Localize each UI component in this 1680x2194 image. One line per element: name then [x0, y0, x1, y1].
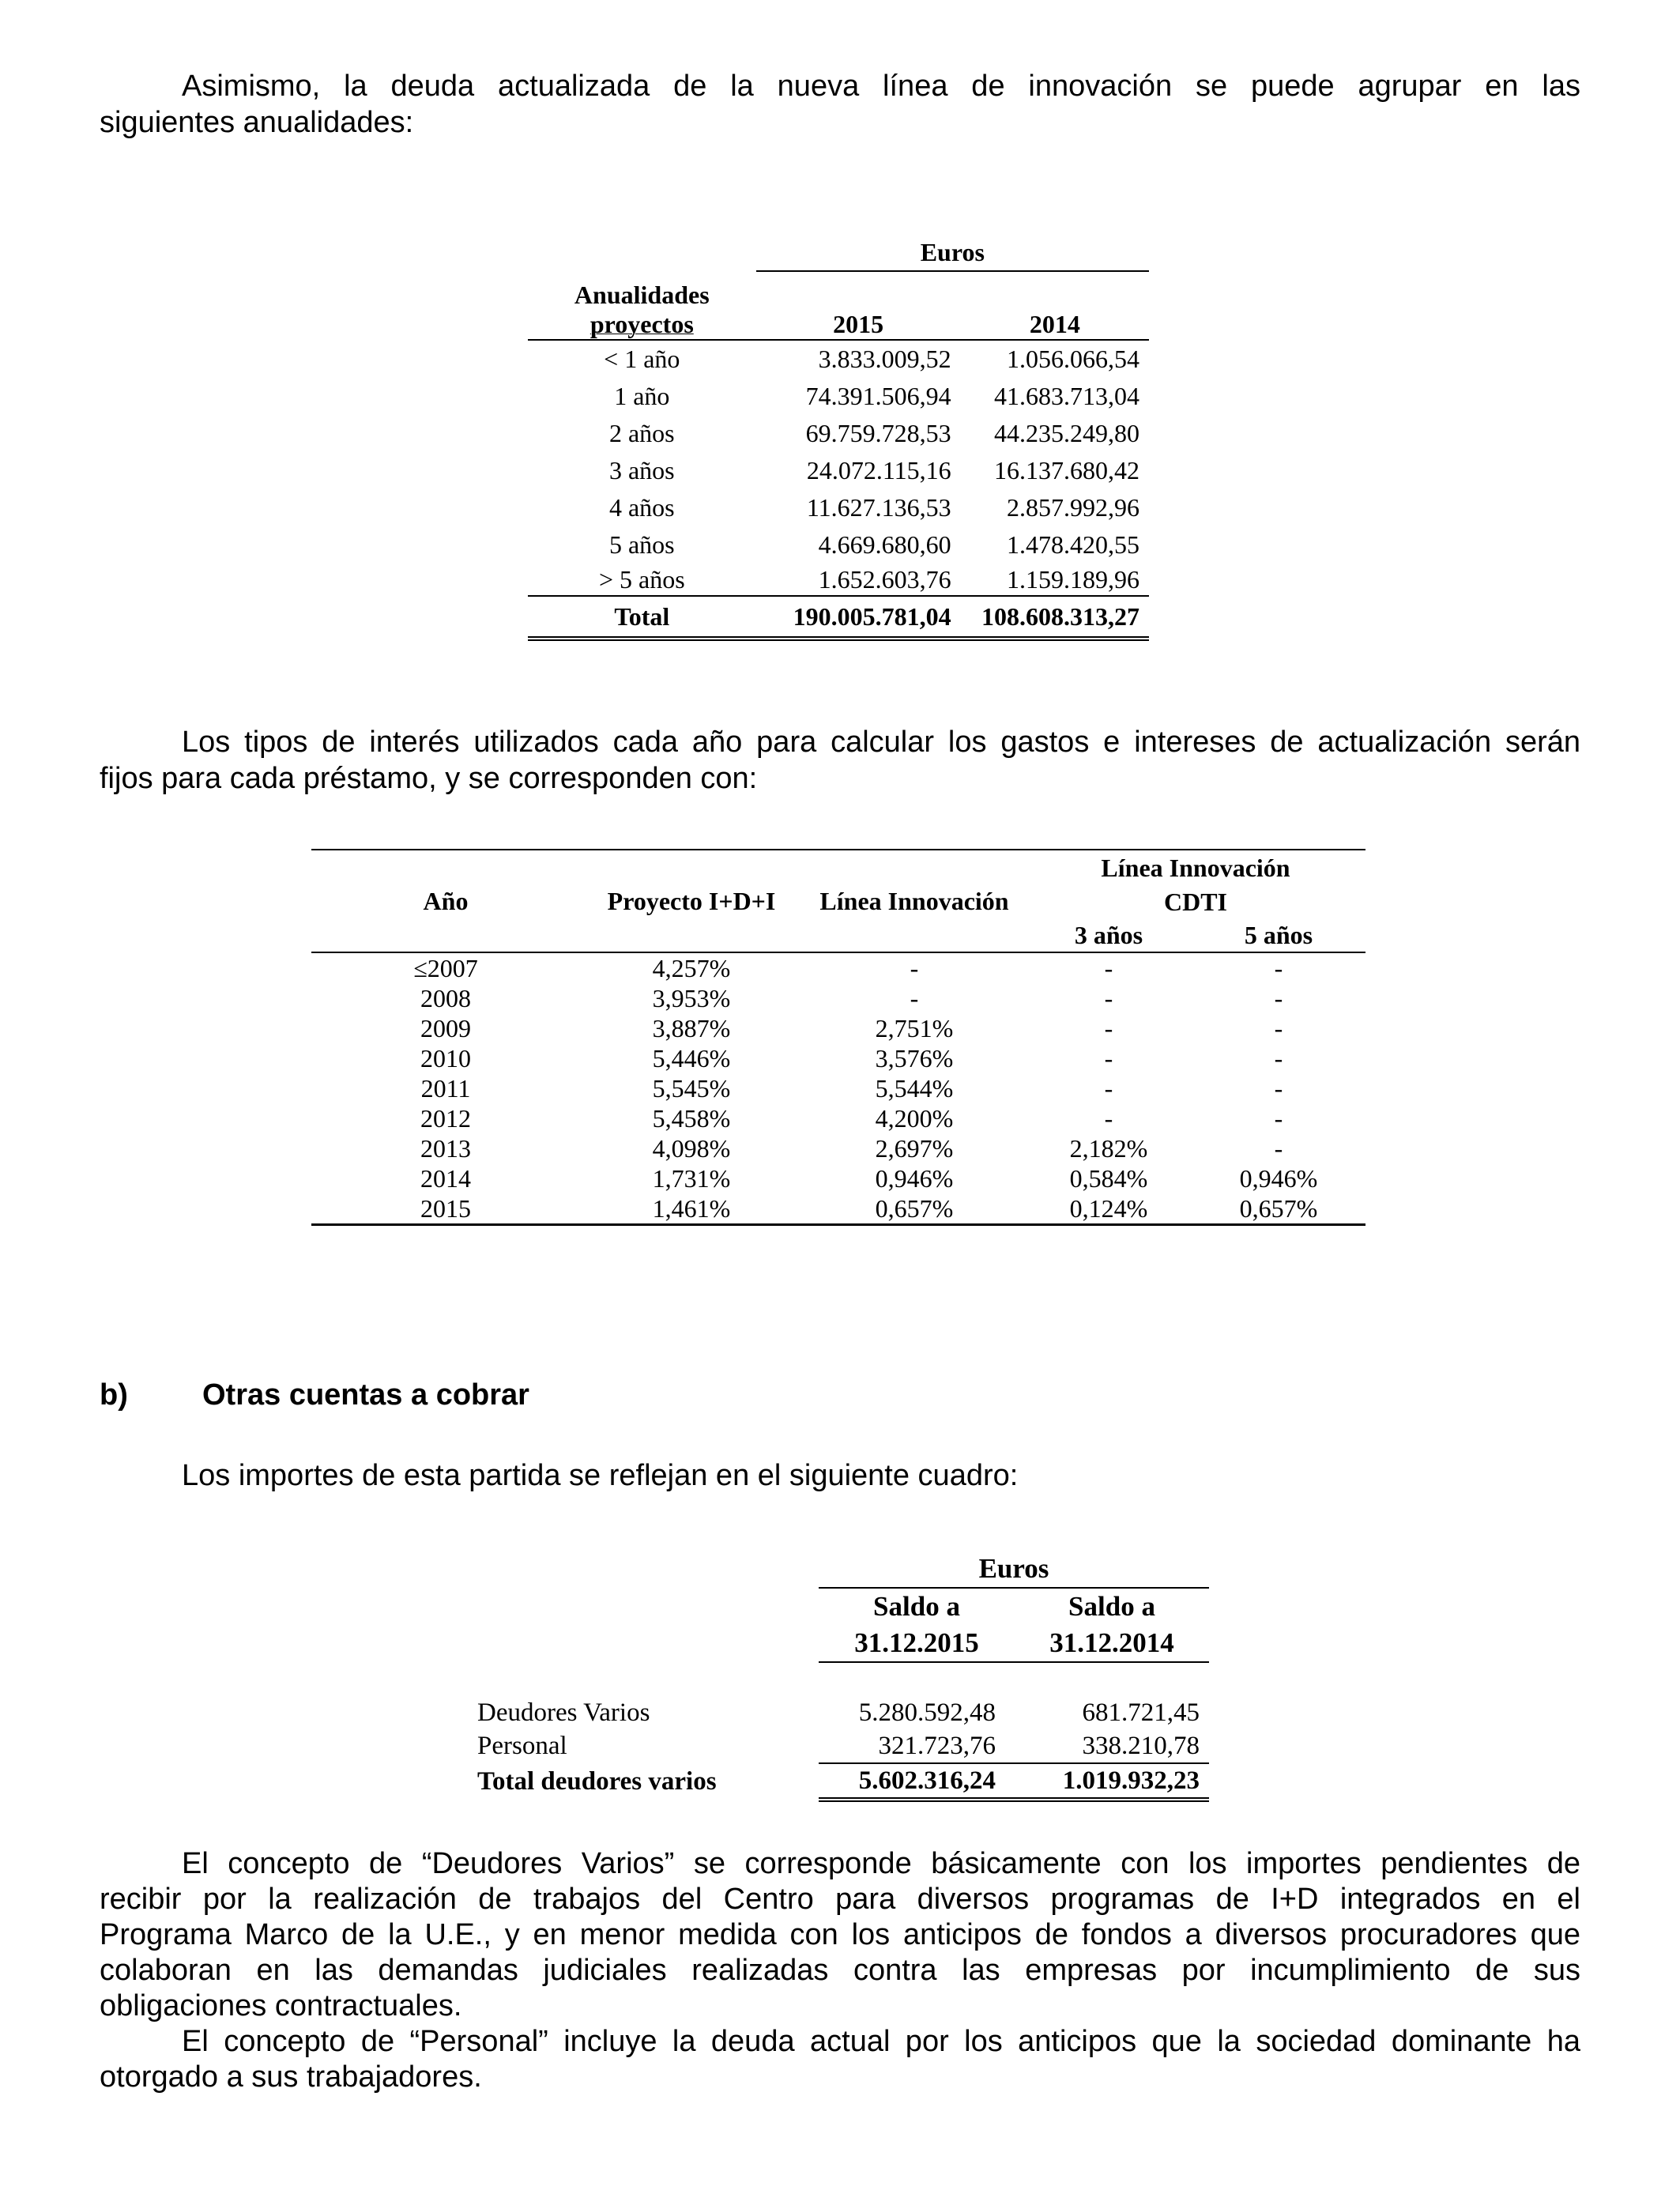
- text-line: otorgado a sus trabajadores.: [100, 2060, 482, 2094]
- table-row: 2008 3,953% - - -: [420, 984, 1283, 1012]
- euros-group-header: Euros: [756, 234, 1149, 271]
- proyecto-header: Proyecto I+D+I: [607, 887, 776, 915]
- table-row: 2015 1,461% 0,657% 0,124% 0,657%: [311, 1193, 1365, 1225]
- receivables-table: [477, 1551, 1209, 1802]
- annuities-header-line2: proyectos: [590, 310, 694, 338]
- table-row: Personal 321.723,76 338.210,78: [477, 1731, 1200, 1760]
- interest-rates-table: [311, 849, 1365, 1226]
- table-row: 4 años 11.627.136,53 2.857.992,96: [608, 493, 1139, 522]
- text-line: Los tipos de interés utilizados cada año para calcular los gastos e intereses de actualización serán: [182, 726, 1580, 759]
- annuities-table: [528, 234, 1149, 641]
- table-row: 2014 1,731% 0,946% 0,584% 0,946%: [420, 1164, 1318, 1193]
- table-row: 1 año 74.391.506,94 41.683.713,04: [614, 382, 1139, 410]
- cdti-header-line1: Línea Innovación: [1101, 854, 1290, 882]
- balance-2014-header-line1: Saldo a: [1068, 1591, 1155, 1622]
- table-row: 2012 5,458% 4,200% - -: [420, 1104, 1283, 1133]
- balance-2014-header-line2: 31.12.2014: [1015, 1625, 1209, 1662]
- table-row: Deudores Varios 5.280.592,48 681.721,45: [477, 1698, 1200, 1727]
- balance-2015-header-line2: 31.12.2015: [819, 1625, 1015, 1662]
- table-row: 2009 3,887% 2,751% - -: [420, 1014, 1283, 1042]
- table-row: 3 años 24.072.115,16 16.137.680,42: [608, 456, 1139, 484]
- section-title: Otras cuentas a cobrar: [202, 1378, 529, 1412]
- concepts-paragraph: [100, 1846, 1580, 2095]
- five-years-header: 5 años: [1244, 921, 1313, 949]
- total-row: Total deudores varios 5.602.316,24 1.019.932,23: [477, 1763, 1209, 1800]
- text-line: Los importes de esta partida se reflejan en el siguiente cuadro:: [182, 1459, 1019, 1492]
- text-line: El concepto de “Personal” incluye la deuda actual por los anticipos que la sociedad dominante ha: [182, 2025, 1580, 2058]
- three-years-header: 3 años: [1074, 921, 1143, 949]
- text-line: El concepto de “Deudores Varios” se corresponde básicamente con los importes pendientes de: [182, 1847, 1580, 1880]
- table-row: 2 años 69.759.728,53 44.235.249,80: [608, 419, 1139, 447]
- cdti-header-line2: CDTI: [1163, 888, 1227, 916]
- text-line: Asimismo, la deuda actualizada de la nueva línea de innovación se puede agrupar en las: [182, 70, 1580, 103]
- table-row: ≤2007 4,257% - - -: [413, 954, 1283, 982]
- euros-group-header: Euros: [819, 1551, 1209, 1588]
- text-line: siguientes anualidades:: [100, 106, 414, 139]
- amounts-paragraph: [100, 1457, 1580, 1494]
- text-line: obligaciones contractuales.: [100, 1989, 462, 2022]
- total-row: Total 190.005.781,04 108.608.313,27: [528, 596, 1149, 639]
- table-row: 5 años 4.669.680,60 1.478.420,55: [608, 530, 1139, 559]
- table-row: 2011 5,545% 5,544% - -: [420, 1074, 1283, 1103]
- interest-paragraph: [100, 724, 1580, 797]
- table-row: < 1 año 3.833.009,52 1.056.066,54: [604, 345, 1139, 373]
- text-line: Programa Marco de la U.E., y en menor medida con los anticipos de fondos a diversos procuradores que: [100, 1918, 1580, 1951]
- linea-header: Línea Innovación: [819, 887, 1009, 915]
- intro-paragraph: [100, 68, 1580, 141]
- text-line: colaboran en las demandas judiciales realizadas contra las empresas por incumplimiento de sus: [100, 1954, 1580, 1987]
- table-row: 2013 4,098% 2,697% 2,182% -: [420, 1134, 1283, 1163]
- text-line: recibir por la realización de trabajos del Centro para diversos programas de I+D integrados en el: [100, 1883, 1580, 1916]
- text-line: fijos para cada préstamo, y se corresponden con:: [100, 762, 758, 795]
- table-row: > 5 años 1.652.603,76 1.159.189,96: [528, 564, 1149, 596]
- year-header: Año: [423, 887, 469, 915]
- annuities-header-line1: Anualidades: [574, 281, 710, 309]
- year-2015-header: 2015: [833, 309, 884, 338]
- year-2014-header: 2014: [1029, 309, 1080, 338]
- section-letter: b): [100, 1378, 128, 1412]
- balance-2015-header-line1: Saldo a: [873, 1591, 960, 1622]
- table-row: 2010 5,446% 3,576% - -: [420, 1044, 1283, 1072]
